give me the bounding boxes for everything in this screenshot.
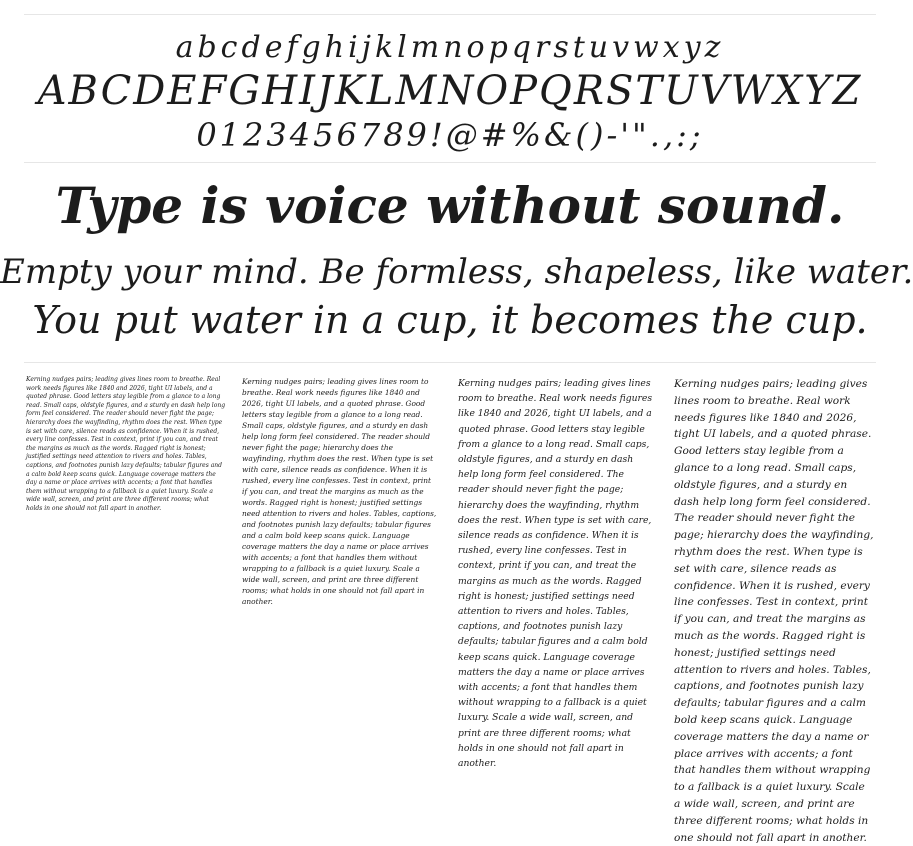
lowercase-glyph-row: abcdefghijklmnopqrstuvwxyz [175, 30, 725, 65]
quote-line-1: Empty your mind. Be formless, shapeless, like water. [0, 252, 913, 292]
specimen-column-small: Kerning nudges pairs; leading gives lines room to breathe. Real work needs figures like 1840 and 2026, tight UI labels, and a quoted phrase. Good letters stay legible from a glance to a long read. Small caps, oldstyle figures, and a sturdy en dash help long form feel considered. The reader should never fight the page; hierarchy does the wayfinding, rhythm does the rest. When type is set with care, silence reads as confidence. When it is rushed, every line confesses. Test in context, print if you can, and treat the margins as much as the words. Ragged right is honest; justified settings need attention to rivers and holes. Tables, captions, and footnotes punish lazy defaults; tabular figures and a calm bold keep scans quick. Language coverage matters the day a name or place arrives with accents; a font that handles them without wrapping to a fallback is a quiet luxury. Scale a wide wall, screen, and print are three different rooms; what holds in one should not fall apart in another. [26, 376, 226, 512]
section-divider-2 [24, 362, 876, 363]
uppercase-glyph-row: ABCDEFGHIJKLMNOPQRSTUVWXYZ [37, 68, 863, 114]
specimen-column-xlarge: Kerning nudges pairs; leading gives lines room to breathe. Real work needs figures like 1840 and 2026, tight UI labels, and a quoted phrase. Good letters stay legible from a glance to a long read. Small caps, oldstyle figures, and a sturdy en dash help long form feel considered. The reader should never fight the page; hierarchy does the wayfinding, rhythm does the rest. When type is set with care, silence reads as confidence. When it is rushed, every line confesses. Test in context, print if you can, and treat the margins as much as the words. Ragged right is honest; justified settings need attention to rivers and holes. Tables, captions, and footnotes punish lazy defaults; tabular figures and a calm bold keep scans quick. Language coverage matters the day a name or place arrives with accents; a font that handles them without wrapping to a fallback is a quiet luxury. Scale a wide wall, screen, and print are three different rooms; what holds in one should not fall apart in another. [674, 378, 874, 844]
specimen-column-large: Kerning nudges pairs; leading gives lines room to breathe. Real work needs figures like 1840 and 2026, tight UI labels, and a quoted phrase. Good letters stay legible from a glance to a long read. Small caps, oldstyle figures, and a sturdy en dash help long form feel considered. The reader should never fight the page; hierarchy does the wayfinding, rhythm does the rest. When type is set with care, silence reads as confidence. When it is rushed, every line confesses. Test in context, print if you can, and treat the margins as much as the words. Ragged right is honest; justified settings need attention to rivers and holes. Tables, captions, and footnotes punish lazy defaults; tabular figures and a calm bold keep scans quick. Language coverage matters the day a name or place arrives with accents; a font that handles them without wrapping to a fallback is a quiet luxury. Scale a wide wall, screen, and print are three different rooms; what holds in one should not fall apart in another. [458, 378, 653, 770]
section-divider [24, 162, 876, 163]
quote-line-2: You put water in a cup, it becomes the cup. [32, 298, 868, 342]
headline: Type is voice without sound. [55, 176, 845, 235]
figures-glyph-row: 0123456789!@#%&()-'".,:; [196, 116, 704, 154]
specimen-column-medium: Kerning nudges pairs; leading gives lines room to breathe. Real work needs figures like 1840 and 2026, tight UI labels, and a quoted phrase. Good letters stay legible from a glance to a long read. Small caps, oldstyle figures, and a sturdy en dash help long form feel considered. The reader should never fight the page; hierarchy does the wayfinding, rhythm does the rest. When type is set with care, silence reads as confidence. When it is rushed, every line confesses. Test in context, print if you can, and treat the margins as much as the words. Ragged right is honest; justified settings need attention to rivers and holes. Tables, captions, and footnotes punish lazy defaults; tabular figures and a calm bold keep scans quick. Language coverage matters the day a name or place arrives with accents; a font that handles them without wrapping to a fallback is a quiet luxury. Scale a wide wall, screen, and print are three different rooms; what holds in one should not fall apart in another. [242, 377, 437, 606]
top-divider [24, 14, 876, 15]
